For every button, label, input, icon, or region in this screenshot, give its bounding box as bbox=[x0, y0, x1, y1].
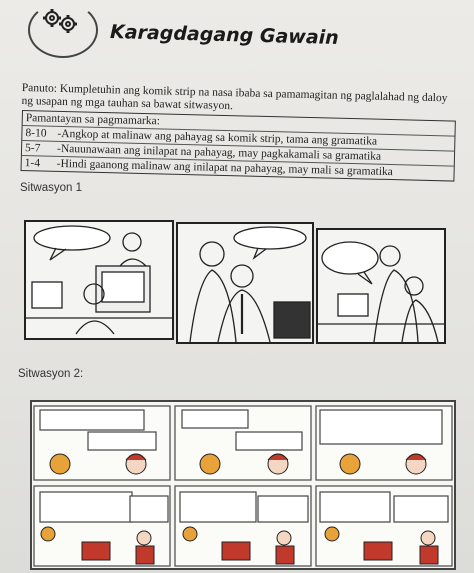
coworkers-illustration bbox=[178, 224, 312, 342]
comic-grid-situation-2 bbox=[30, 400, 456, 570]
instructions-text: Panuto: Kumpletuhin ang komik strip na nasa ibaba sa pamamagitan ng paglalahad ng daloy ng usapan ng mga tauhan sa bawat sitwasyon. bbox=[21, 82, 448, 113]
rubric-description: -Nauunawaan ang inilapat na pahayag, may pagkakamali sa gramatika bbox=[56, 142, 382, 163]
rubric-score: 8-10 bbox=[25, 127, 47, 140]
rubric-table bbox=[21, 110, 456, 182]
situation-2-label: Sitwasyon 2: bbox=[18, 368, 84, 380]
situation-1-label: Sitwasyon 1 bbox=[20, 182, 83, 194]
rubric-description: -Angkop at malinaw ang pahayag sa komik strip, tama ang gramatika bbox=[57, 127, 378, 148]
gears-icon bbox=[40, 6, 80, 36]
rubric-score: 5-7 bbox=[24, 142, 41, 155]
office-scene-illustration bbox=[26, 222, 172, 338]
rubric-score: 1-4 bbox=[24, 157, 41, 170]
comic-panel-1 bbox=[24, 220, 174, 340]
meeting-illustration bbox=[318, 230, 444, 342]
comic-panel-2 bbox=[176, 222, 314, 344]
page-title: Karagdagang Gawain bbox=[109, 21, 340, 49]
comic-panel-3 bbox=[316, 228, 446, 344]
rubric-description: -Hindi gaanong malinaw ang inilapat na pahayag, may mali sa gramatika bbox=[56, 157, 394, 179]
cartoon-grid-illustration bbox=[32, 402, 454, 568]
rubric-heading: Pamantayan sa pagmamarka: bbox=[25, 112, 161, 128]
